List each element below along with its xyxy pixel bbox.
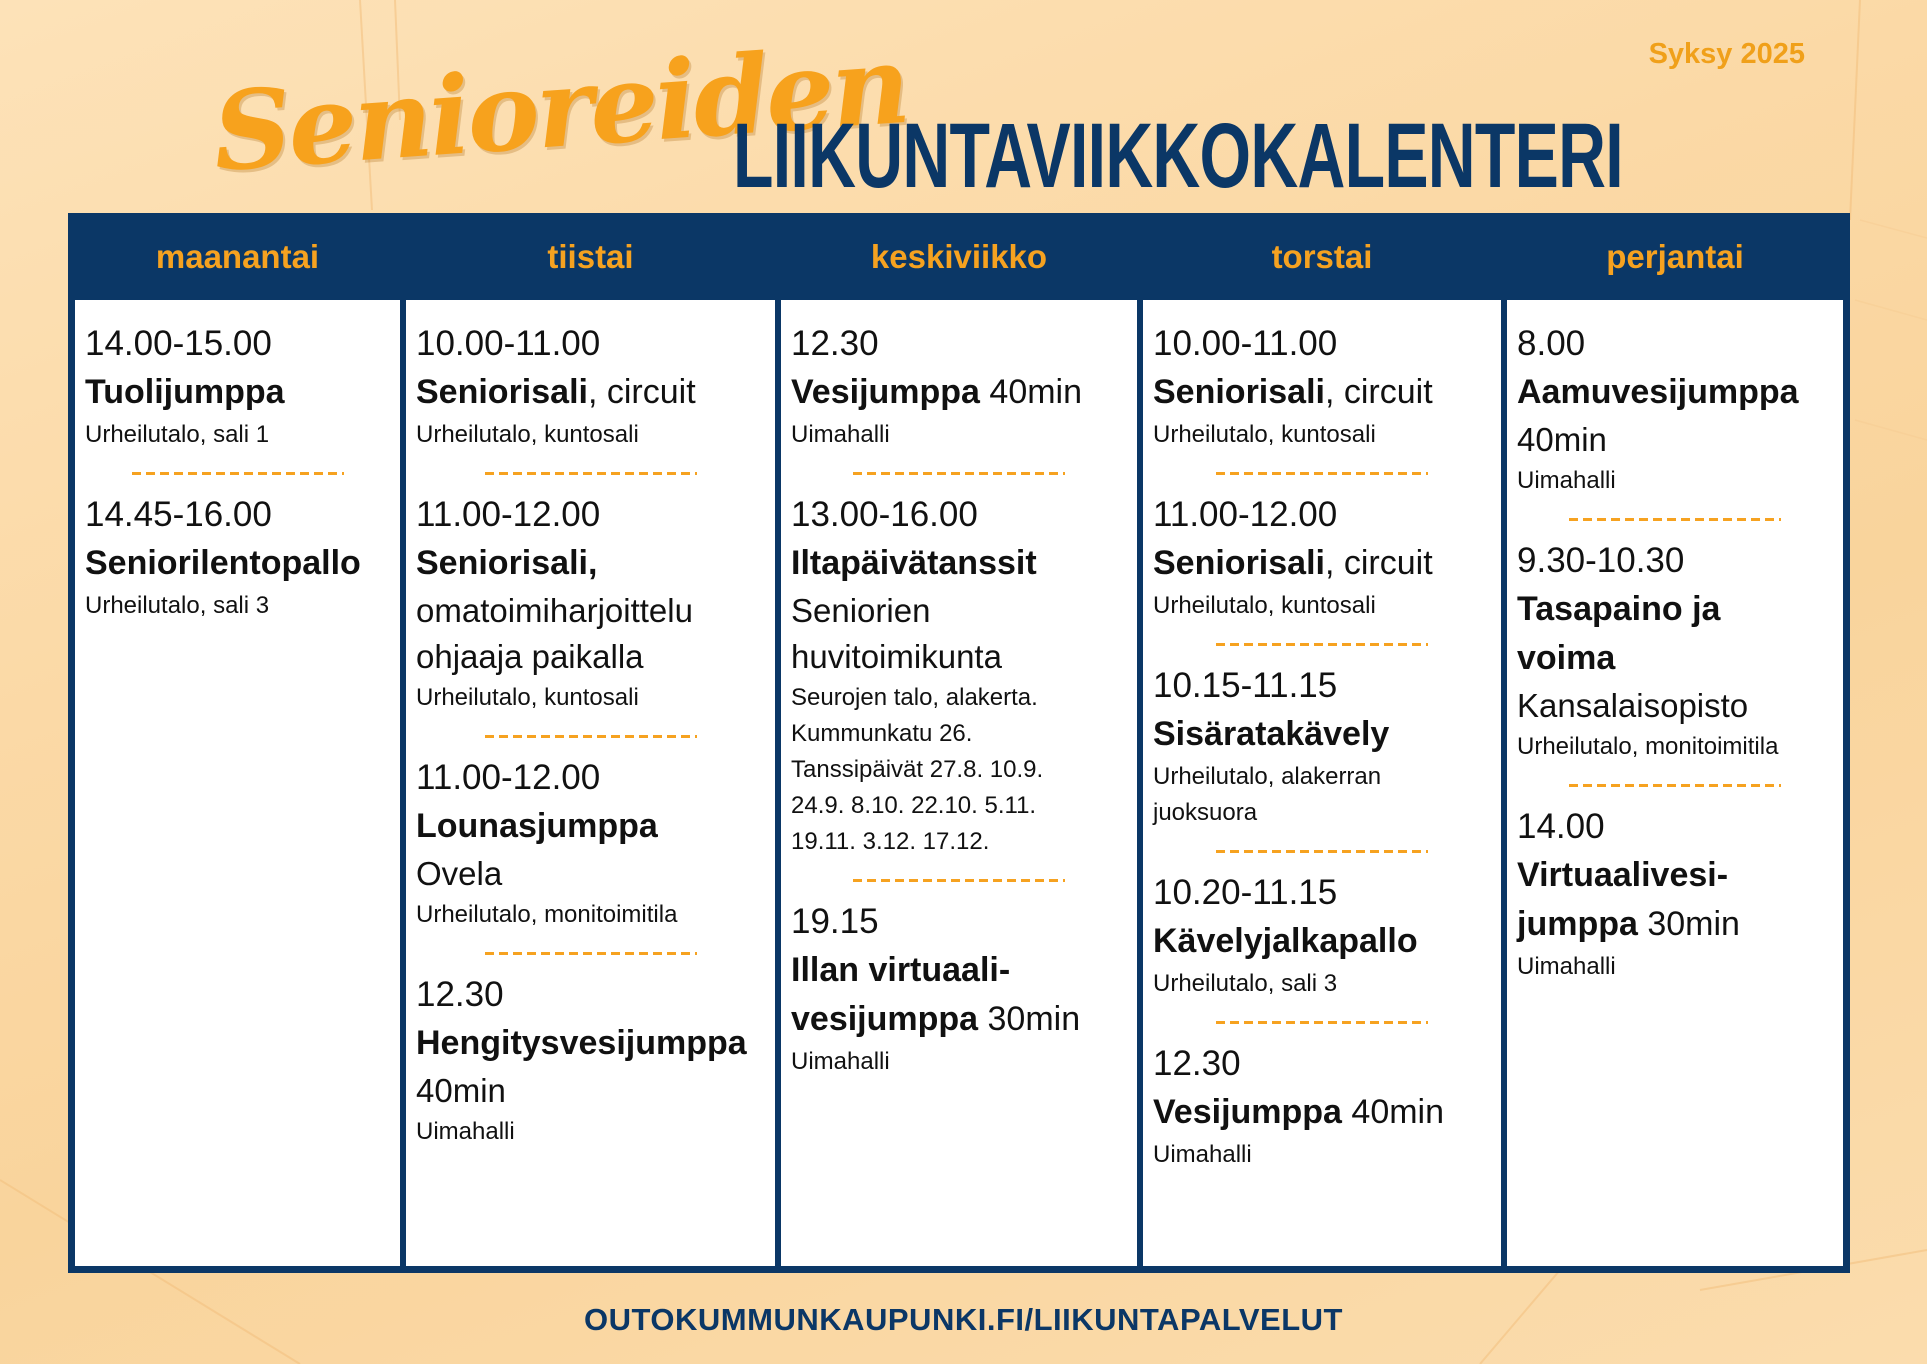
event-time: 13.00-16.00 [791,495,978,534]
event-divider [1216,640,1428,648]
event-location: Uimahalli [1517,953,1616,980]
event-time: 8.00 [1517,324,1586,363]
event-location: juoksuora [1153,799,1258,826]
event-location: Urheilutalo, kuntosali [1153,592,1376,619]
event-divider [1569,781,1781,789]
day-events [781,300,1137,1266]
event-detail: ohjaaja paikalla [416,638,644,675]
event-location: 19.11. 3.12. 17.12. [791,828,990,855]
event-time: 12.30 [416,975,504,1014]
event-name-suffix: , circuit [1324,373,1433,411]
day-column-torstai [1143,213,1501,1273]
event-name-bold: Seniorisali [416,373,588,411]
event-location: Urheilutalo, kuntosali [416,421,639,448]
event-location: Urheilutalo, monitoimitila [1517,733,1779,760]
event-detail: Ovela [416,855,503,892]
event-name [1517,585,1833,634]
event-item [416,971,765,1150]
day-column-tiistai [406,213,775,1273]
event-name-bold: jumppa [1517,905,1638,943]
event-location: Urheilutalo, sali 3 [1153,970,1338,997]
event-name-suffix: , circuit [1324,544,1433,582]
event-divider [485,469,697,477]
footer-url[interactable]: OUTOKUMMUNKAUPUNKI.FI/LIIKUNTAPALVELUT [584,1302,1343,1337]
day-events [75,300,400,1266]
event-time: 14.00-15.00 [85,324,272,363]
event-detail: 40min [1517,421,1607,458]
event-name-bold: Iltapäivätanssit [791,544,1037,582]
event-name-line2 [1517,900,1833,949]
event-time: 10.00-11.00 [1153,324,1338,363]
event-divider [853,469,1065,477]
event-name-suffix: 40min [1341,1093,1445,1131]
event-item [85,320,390,453]
event-name-bold: Seniorisali, [416,544,598,582]
event-name-bold: Hengitysvesijumppa [416,1024,747,1062]
event-detail: 40min [416,1072,506,1109]
event-time: 10.00-11.00 [416,324,601,363]
title-script: Senioreiden [209,21,911,197]
event-item [416,491,765,716]
event-name-line2 [1517,634,1833,683]
event-name-bold: Seniorisali [1153,373,1325,411]
day-column-keskiviikko [781,213,1137,1273]
event-time: 9.30-10.30 [1517,541,1685,580]
event-item [416,320,765,453]
event-name [791,539,1127,588]
event-location: Seurojen talo, alakerta. [791,684,1038,711]
event-item [791,491,1127,860]
event-name [85,368,390,417]
event-name-bold: Vesijumppa [1153,1093,1342,1131]
event-name [1153,1088,1491,1137]
event-location: Uimahalli [791,421,890,448]
day-header: tiistai [547,237,634,275]
day-events [406,300,775,1266]
event-item [416,754,765,933]
event-name [416,802,765,851]
event-name-bold: vesijumppa [791,1000,979,1038]
event-name-suffix: 30min [978,1000,1081,1038]
event-name [791,368,1127,417]
event-time: 14.00 [1517,807,1605,846]
event-location: Urheilutalo, sali 3 [85,592,270,619]
event-item [1517,803,1833,985]
event-location: Uimahalli [416,1118,515,1145]
event-name-bold: Illan virtuaali- [791,951,1011,989]
event-item [1517,537,1833,765]
season-label: Syksy 2025 [1648,38,1805,70]
day-header: maanantai [155,237,320,275]
event-location: Urheilutalo, monitoimitila [416,901,678,928]
event-name [1153,368,1491,417]
event-name [416,368,765,417]
event-name [85,539,390,588]
event-location: 24.9. 8.10. 22.10. 5.11. [791,792,1037,819]
event-item [1153,662,1491,831]
event-item [791,898,1127,1080]
event-name-bold: Vesijumppa [791,373,980,411]
event-detail: omatoimiharjoittelu [416,592,693,629]
event-name-bold: Seniorilentopallo [85,544,361,582]
weekly-calendar [68,213,1850,1273]
event-divider [853,876,1065,884]
day-events [1507,300,1843,1266]
event-location: Tanssipäivät 27.8. 10.9. [791,756,1044,783]
event-name-bold: Seniorisali [1153,544,1325,582]
event-name-bold: Aamuvesijumppa [1517,373,1799,411]
day-column-maanantai [75,213,400,1273]
event-name-suffix: 30min [1637,905,1740,943]
event-location: Urheilutalo, kuntosali [1153,421,1376,448]
event-item [1153,320,1491,453]
event-location: Kummunkatu 26. [791,720,973,747]
event-time: 14.45-16.00 [85,495,272,534]
event-detail: huvitoimikunta [791,638,1002,675]
event-divider [132,469,344,477]
event-name [791,946,1127,995]
event-divider [1569,515,1781,523]
event-divider [1216,469,1428,477]
event-location: Uimahalli [791,1048,890,1075]
event-time: 12.30 [791,324,879,363]
event-divider [1216,1018,1428,1026]
event-time: 12.30 [1153,1044,1241,1083]
event-item [1153,869,1491,1002]
event-time: 11.00-12.00 [416,758,601,797]
event-time: 10.20-11.15 [1153,873,1338,912]
event-name [1153,710,1491,759]
event-name-bold: Sisäratakävely [1153,715,1390,753]
event-detail: Seniorien [791,592,931,629]
event-item [1153,1040,1491,1173]
event-name [1517,368,1833,417]
event-divider [485,949,697,957]
event-name [1153,539,1491,588]
event-item [791,320,1127,453]
event-name-bold: Lounasjumppa [416,807,658,845]
event-time: 10.15-11.15 [1153,666,1338,705]
event-divider [485,732,697,740]
event-name [416,539,765,588]
event-time: 11.00-12.00 [416,495,601,534]
event-location: Urheilutalo, sali 1 [85,421,270,448]
event-name-bold: Virtuaalivesi- [1517,856,1729,894]
event-name-bold: Tuolijumppa [85,373,285,411]
event-location: Urheilutalo, alakerran [1153,763,1382,790]
event-name-bold: voima [1517,639,1616,677]
event-detail: Kansalaisopisto [1517,687,1749,724]
day-header: torstai [1271,237,1373,275]
day-events [1143,300,1501,1266]
event-item [85,491,390,624]
event-item [1517,320,1833,499]
day-header: keskiviikko [870,237,1048,275]
event-name-suffix: , circuit [587,373,696,411]
event-location: Urheilutalo, kuntosali [416,684,639,711]
event-location: Uimahalli [1153,1141,1252,1168]
event-name-suffix: 40min [979,373,1083,411]
day-column-perjantai [1507,213,1843,1273]
event-name [416,1019,765,1068]
event-item [1153,491,1491,624]
event-name [1153,917,1491,966]
event-location: Uimahalli [1517,467,1616,494]
event-name [1517,851,1833,900]
page-title: LIIKUNTAVIIKKOKALENTERI [733,105,1623,207]
event-name-line2 [791,995,1127,1044]
event-time: 19.15 [791,902,879,941]
day-header: perjantai [1606,237,1744,275]
event-name-bold: Tasapaino ja [1517,590,1721,628]
event-divider [1216,847,1428,855]
event-name-bold: Kävelyjalkapallo [1153,922,1418,960]
event-time: 11.00-12.00 [1153,495,1338,534]
